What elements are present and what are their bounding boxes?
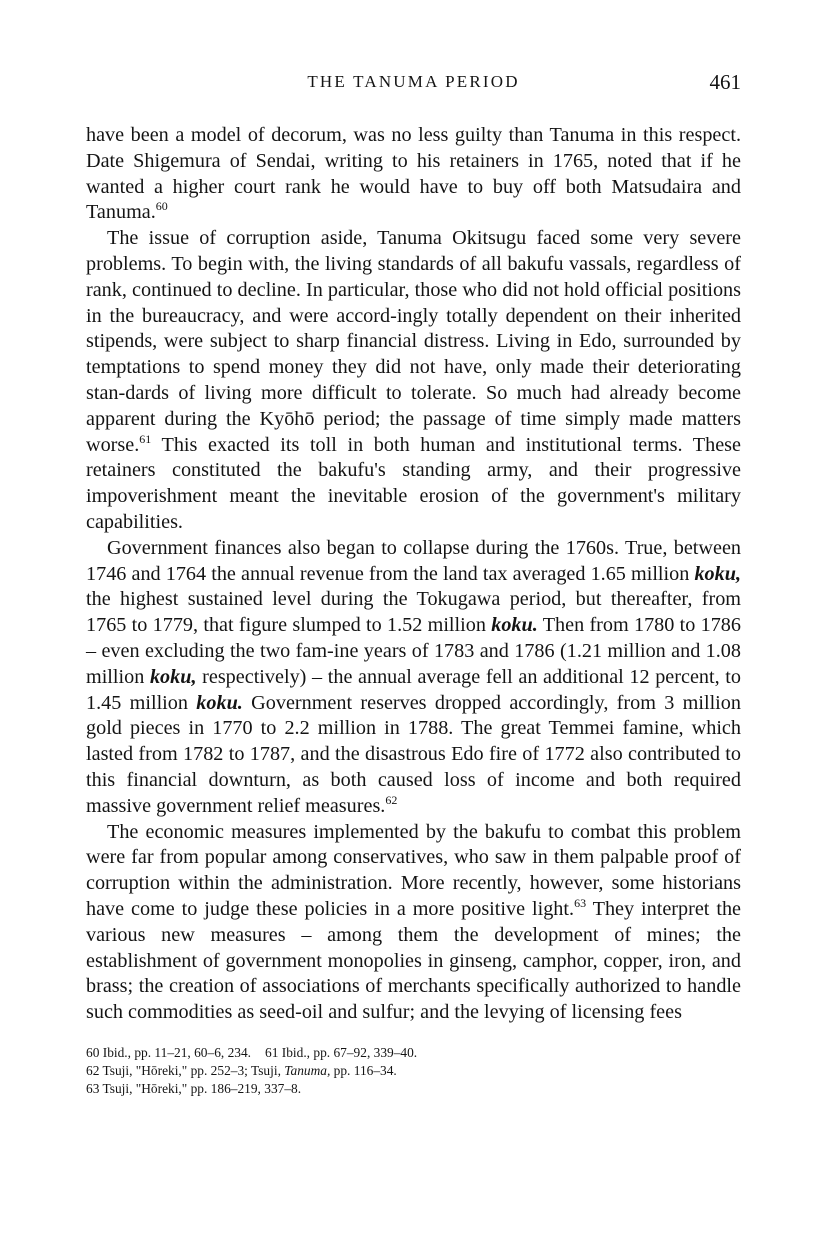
footnote-marker: 60: [155, 199, 168, 214]
footnote-line: [86, 1062, 741, 1080]
paragraph: [86, 226, 741, 536]
text-run: Government reserves dropped accordingly, from 3 million gold pieces in 1770 to 2.2 million in 1788. The great Temmei famine, which lasted from 1782 to 1787, and the disastrous Edo fire of 1772 also contributed to this financial downturn, as both caused loss of income and both required massive government relief measures.: [86, 691, 741, 817]
emphasis: [694, 563, 741, 585]
footnote-marker: 63: [574, 895, 587, 910]
italic-term: koku,: [694, 562, 741, 585]
italic-term: koku,: [149, 665, 197, 688]
footnote-italic-title: Tanuma,: [284, 1062, 331, 1078]
text-run: have been a model of decorum, was no less guilty than Tanuma in this respect. Date Shigemura of Sendai, writing to his retainers in 1765, noted that if he wanted a higher court rank he would have to buy off both Matsudaira and Tanuma.: [86, 124, 741, 224]
text-run: Then from 1780 to 1786 – even excluding the two fam-ine years of 1783 and 1786 (1.21 million and 1.08 million: [86, 614, 741, 688]
emphasis: [150, 666, 197, 688]
footnotes: [86, 1044, 741, 1098]
footnote-text: 61 Ibid., pp. 67–92, 339–40.: [265, 1044, 418, 1060]
text-run: The issue of corruption aside, Tanuma Okitsugu faced some very severe problems. To begin with, the living standards of all bakufu vassals, regardless of rank, continued to decline. In particular, those who did not hold official positions in the bureaucracy, and were accord-ingly totally dependent on their inherited stipends, were subject to sharp financial distress. Living in Edo, surrounded by temptations to spend money they did not have, only made their deteriorating stan-dards of living more difficult to tolerate. So much had already become apparent during the Kyōhō period; the passage of time simply made matters worse.: [86, 227, 741, 456]
footnote-marker: 61: [139, 431, 152, 446]
text-run: respectively) – the annual average fell an additional 12 percent, to 1.45 million: [86, 665, 741, 714]
text-run: Government finances also began to collapse during the 1760s. True, between 1746 and 1764 the annual revenue from the land tax averaged 1.65 million: [86, 536, 741, 585]
footnote-line: [86, 1080, 741, 1098]
footnote-line: [86, 1044, 741, 1062]
footnote-text: 62 Tsuji, "Hōreki," pp. 252–3; Tsuji,: [86, 1062, 285, 1078]
footnote-text: pp. 116–34.: [330, 1062, 397, 1078]
text-run: This exacted its toll in both human and institutional terms. These retainers constituted the bakufu's standing army, and their progressive impoverishment meant the inevitable erosion of the government's military capabilities.: [86, 433, 741, 533]
footnote-marker: 62: [385, 792, 398, 807]
emphasis: [196, 692, 243, 714]
italic-term: koku.: [491, 614, 538, 637]
footnote-text: 63 Tsuji, "Hōreki," pp. 186–219, 337–8.: [86, 1080, 302, 1096]
page-number: 461: [709, 70, 741, 94]
book-page: [86, 70, 741, 1098]
paragraph: [86, 820, 741, 1026]
footnote-text: 60 Ibid., pp. 11–21, 60–6, 234.: [86, 1044, 252, 1060]
emphasis: [491, 614, 538, 636]
paragraph: [86, 123, 741, 226]
text-run: the highest sustained level during the Tokugawa period, but thereafter, from 1765 to 1779, that figure slumped to 1.52 million: [86, 588, 741, 637]
running-head: [86, 70, 741, 104]
running-title: THE TANUMA PERIOD: [307, 72, 520, 91]
body-text: [86, 123, 741, 1026]
text-run: They interpret the various new measures – among them the development of mines; the establishment of government monopolies in ginseng, camphor, copper, iron, and brass; the creation of associations of merchants specifically authorized to handle such commodities as seed-oil and sulfur; and the levying of licensing fees: [86, 897, 742, 1024]
italic-term: koku.: [196, 691, 243, 714]
paragraph: [86, 536, 741, 820]
text-run: The economic measures implemented by the bakufu to combat this problem were far from popular among conservatives, who saw in them palpable proof of corruption within the administration. More recently, however, some historians have come to judge these policies in a more positive light.: [86, 820, 741, 920]
